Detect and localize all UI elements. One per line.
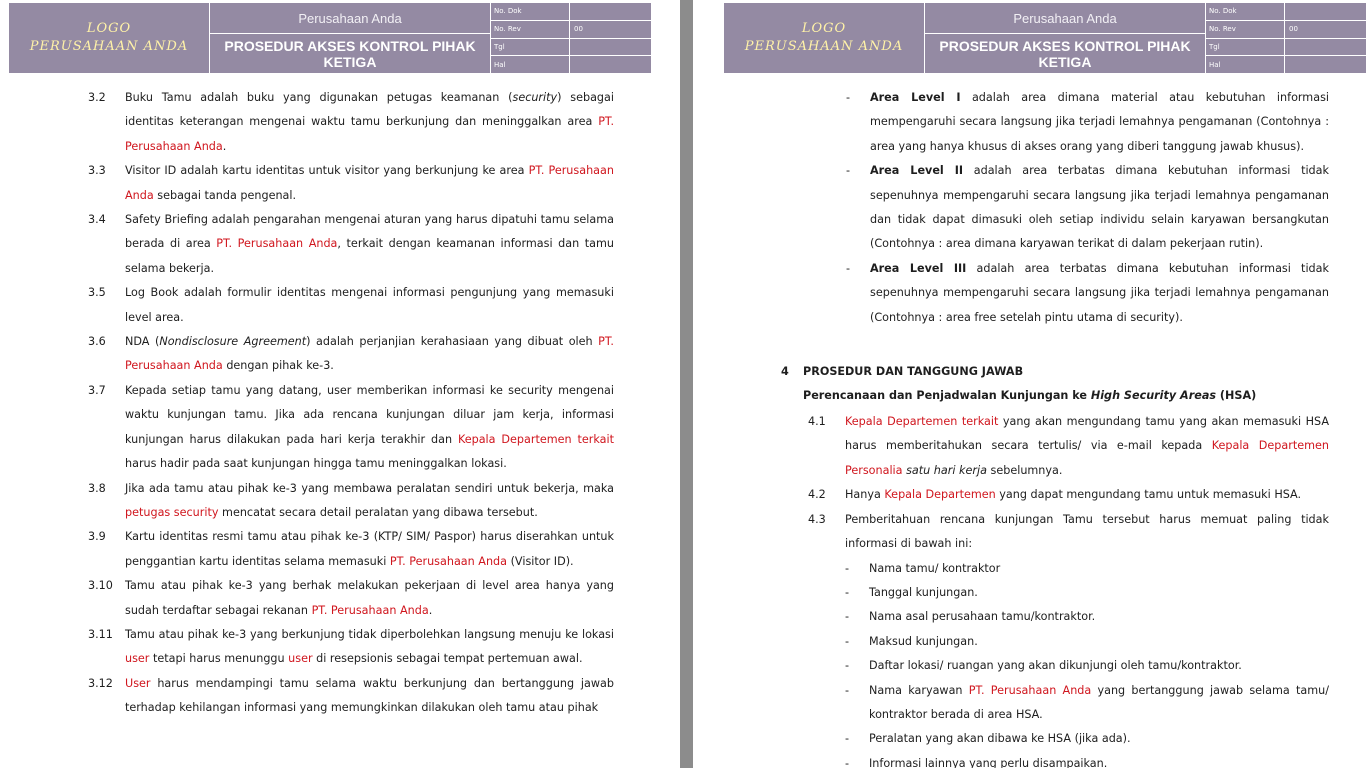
highlighted-text: Kepala Departemen terkait [457,432,614,446]
bullet-text [869,630,1329,654]
highlighted-text: Kepala Departemen [884,488,996,502]
meta-label: Tgl [491,39,570,56]
header-meta-table [490,3,651,73]
text-segment: adalah area terbatas dimana kebutuhan informasi tidak sepenuhnya mempengaruhi secara langsung jika terjadi lemahnya pengamanan (Contohnya : area free setelah pintu utama di security). [870,261,1329,324]
item-number: 3.2 [88,91,106,104]
meta-label: Tgl [1206,39,1285,56]
text-segment: adalah area dimana material atau kebutuhan informasi mempengaruhi secara langsung jika terjadi lemahnya pengamanan (Contohnya : area yang hanya khusus di akses orang yang diberi tanggung jawab khusus). [870,91,1330,153]
numbered-item [88,525,614,574]
bullet-text [870,86,1329,159]
bullet-dash: - [845,561,850,575]
text-segment: Area Level III [870,261,967,275]
document-title: PROSEDUR AKSES KONTROL PIHAK KETIGA [210,34,490,73]
numbered-item [88,623,614,672]
left-page-body [88,86,614,721]
text-segment: ) adalah perjanjian kerahasiaan yang dibuat oleh [306,335,599,349]
section-title: PROSEDUR DAN TANGGUNG JAWAB [803,365,1024,379]
highlighted-text: Kepala Departemen Personalia [845,439,1329,477]
meta-value [570,39,651,56]
item-text [125,525,614,574]
bullet-dash: - [846,91,851,104]
item-text [125,330,614,379]
highlighted-text: petugas security [125,505,219,519]
required-info-list [845,557,1329,768]
item-text [125,208,614,281]
item-text [125,672,614,721]
bullet-text [869,557,1329,581]
text-segment: Tanggal kunjungan. [869,585,978,599]
text-segment: harus mendampingi tamu selama waktu berkunjung dan bertanggung jawab terhadap kehilangan informasi yang memungkinkan dilakukan oleh tamu atau pihak [125,676,614,715]
logo-text-line2: PERUSAHAAN ANDA [744,39,904,54]
meta-value [1285,3,1366,20]
text-segment: Perencanaan dan Penjadwalan Kunjungan ke [803,389,1091,403]
text-segment: yang bertanggung jawab selama tamu/ kontraktor berada di area HSA. [869,683,1329,721]
numbered-item [88,281,614,330]
highlighted-text: user [288,652,313,666]
text-segment: sebelumnya. [986,463,1063,477]
company-logo [724,3,924,73]
bullet-text [869,752,1329,768]
numbered-item [808,483,1329,507]
document-header-left [8,2,652,74]
item-number: 4.2 [808,488,826,502]
bullet-item [845,654,1329,678]
numbered-item [88,672,614,721]
bullet-text [870,159,1329,257]
meta-label: Hal [491,56,570,73]
logo-text-line1: LOGO [801,21,847,36]
bullet-dash: - [845,634,850,648]
text-segment: NDA ( [125,335,160,349]
item-text [845,483,1329,507]
item-text [125,477,614,526]
item-number: 3.8 [88,481,106,495]
text-segment: Kepada setiap tamu yang datang, user memberikan informasi ke security mengenai waktu kunjungan tamu. Jika ada rencana kunjungan diluar jam kerja, informasi kunjungan harus dilakukan pada hari kerja terakhir dan [125,383,614,446]
header-title-block [209,3,490,73]
highlighted-text: PT. Perusahaan Anda [968,683,1092,697]
text-segment: Log Book adalah formulir identitas mengenai informasi pengunjung yang memasuki level area. [125,286,614,324]
highlighted-text: User [125,676,151,690]
bullet-text [869,654,1329,678]
text-segment: (Visitor ID). [507,554,574,568]
item-text [125,574,614,623]
item-text [845,410,1329,483]
item-text [125,281,614,330]
bullet-item [845,727,1329,751]
numbered-item [88,208,614,281]
text-segment: ) sebagai identitas keterangan mengenai waktu tamu berkunjung dan meninggalkan area [125,91,614,129]
text-segment: mencatat secara detail peralatan yang dibawa tersebut. [218,505,538,519]
bullet-item [845,630,1329,654]
numbered-item [88,574,614,623]
item-number: 3.9 [88,530,106,544]
logo-text-line1: LOGO [86,21,132,36]
numbered-item [88,86,614,159]
item-text [125,159,614,208]
bullet-item [845,752,1329,768]
section-number: 4 [781,365,789,379]
subsection-heading [803,384,1329,408]
text-segment: , terkait dengan keamanan informasi dan tamu selama bekerja. [125,237,614,275]
bullet-item [845,605,1329,629]
text-segment: Tamu atau pihak ke-3 yang berhak melakukan pekerjaan di level area hanya yang sudah terdaftar sebagai rekanan [125,579,614,617]
numbered-list [808,410,1329,556]
company-logo [9,3,209,73]
bullet-dash: - [845,659,850,673]
header-meta-table [1205,3,1366,73]
company-name: Perusahaan Anda [210,3,490,34]
highlighted-text: user [125,652,150,666]
text-segment: security [512,91,558,104]
text-segment: Safety Briefing adalah pengarahan mengenai aturan yang harus dipatuhi tamu selama berada di area [125,213,614,251]
bullet-text [869,605,1329,629]
text-segment: Maksud kunjungan. [869,634,978,648]
text-segment: (HSA) [1216,389,1257,403]
text-segment: adalah area terbatas dimana kebutuhan informasi tidak sepenuhnya mempengaruhi secara langsung jika terjadi lemahnya pengamanan dan tidak dapat dimasuki oleh setiap individu selain karyawan bersangkutan (Contohnya : area dimana karyawan terikat di dalam pekerjaan rutin). [870,164,1329,251]
numbered-item [808,508,1329,557]
bullet-item [845,679,1329,728]
text-segment: . [428,603,433,617]
bullet-dash: - [845,732,850,746]
highlighted-text: PT. Perusahaan Anda [216,237,338,251]
meta-value: 00 [1285,21,1366,38]
area-levels-list [846,86,1329,330]
bullet-item [846,86,1329,159]
text-segment: satu hari kerja [906,463,987,477]
text-segment: Jika ada tamu atau pihak ke-3 yang membawa peralatan sendiri untuk bekerja, maka [125,481,614,495]
meta-value [570,3,651,20]
item-text [845,508,1329,557]
numbered-item [808,410,1329,483]
bullet-text [870,257,1329,330]
document-page-right [693,0,1366,768]
bullet-item [845,581,1329,605]
item-number: 3.3 [88,164,106,178]
highlighted-text: PT. Perusahaan Anda [311,603,429,617]
meta-row-rev [1206,21,1366,39]
item-number: 3.10 [88,579,113,593]
bullet-dash: - [845,610,850,624]
text-segment: Informasi lainnya yang perlu disampaikan. [869,756,1108,768]
bullet-item [846,159,1329,257]
item-text [125,379,614,477]
highlighted-text: PT. Perusahaan Anda [389,554,508,568]
text-segment: Nama karyawan [869,683,969,697]
meta-value [1285,56,1366,73]
bullet-item [845,557,1329,581]
page-separator [680,0,693,768]
text-segment: yang akan mengundang tamu yang akan memasuki HSA harus memberitahukan secara tertulis/ via e-mail kepada [845,415,1329,453]
meta-row-rev [491,21,651,39]
highlighted-text: PT. Perusahaan Anda [125,335,614,373]
text-segment: Visitor ID adalah kartu identitas untuk visitor yang berkunjung ke area [125,164,529,178]
text-segment: Nama asal perusahaan tamu/kontraktor. [869,610,1096,624]
meta-row-doc [491,3,651,21]
numbered-item [88,379,614,477]
highlighted-text: Kepala Departemen terkait [845,415,999,429]
text-segment: Area Level II [870,164,964,178]
text-segment: Daftar lokasi/ ruangan yang akan dikunjungi oleh tamu/kontraktor. [869,659,1242,673]
item-text [125,86,614,159]
text-segment: Area Level I [870,91,961,104]
meta-value [1285,39,1366,56]
text-segment: High Security Areas [1090,389,1217,403]
bullet-text [869,727,1329,751]
document-title: PROSEDUR AKSES KONTROL PIHAK KETIGA [925,34,1205,73]
meta-label: No. Dok [491,3,570,20]
meta-label: No. Rev [491,21,570,38]
meta-row-doc [1206,3,1366,21]
item-number: 4.1 [808,415,826,429]
meta-value: 00 [570,21,651,38]
text-segment: yang dapat mengundang tamu untuk memasuki HSA. [995,488,1302,502]
meta-label: No. Dok [1206,3,1285,20]
meta-label: Hal [1206,56,1285,73]
section-heading [781,360,1329,384]
document-header-right [723,2,1366,74]
bullet-dash: - [846,164,851,178]
item-number: 4.3 [808,512,826,526]
item-number: 3.11 [88,627,113,641]
highlighted-text: PT. Perusahaan Anda [125,115,614,153]
meta-value [570,56,651,73]
item-number: 3.7 [88,383,106,397]
text-segment: Peralatan yang akan dibawa ke HSA (jika ada). [869,732,1131,746]
item-text [125,623,614,672]
bullet-dash: - [845,585,850,599]
text-segment: Hanya [845,488,885,502]
right-page-body [781,86,1329,768]
text-segment: dengan pihak ke-3. [222,359,334,373]
logo-text-line2: PERUSAHAAN ANDA [29,39,189,54]
highlighted-text: PT. Perusahaan Anda [125,164,614,202]
numbered-item [88,159,614,208]
document-page-left [0,0,680,768]
item-number: 3.6 [88,335,106,349]
text-segment: . [222,139,227,153]
bullet-dash: - [845,683,850,697]
bullet-item [846,257,1329,330]
item-number: 3.5 [88,286,106,300]
meta-row-page [491,56,651,73]
text-segment: Pemberitahuan rencana kunjungan Tamu tersebut harus memuat paling tidak informasi di bawah ini: [845,512,1329,551]
text-segment: Nondisclosure Agreement [159,335,307,349]
item-number: 3.12 [88,676,113,690]
bullet-dash: - [846,261,851,275]
meta-row-page [1206,56,1366,73]
numbered-item [88,330,614,379]
company-name: Perusahaan Anda [925,3,1205,34]
bullet-text [869,581,1329,605]
item-number: 3.4 [88,213,106,227]
text-segment: di resepsionis sebagai tempat pertemuan awal. [312,652,583,666]
text-segment: Kartu identitas resmi tamu atau pihak ke-3 (KTP/ SIM/ Paspor) harus diserahkan untuk penggantian kartu identitas selama memasuki [125,530,614,568]
meta-row-date [1206,39,1366,57]
header-title-block [924,3,1205,73]
text-segment: Buku Tamu adalah buku yang digunakan petugas keamanan ( [125,91,513,104]
text-segment: tetapi harus menunggu [149,652,289,666]
meta-row-date [491,39,651,57]
text-segment: Tamu atau pihak ke-3 yang berkunjung tidak diperbolehkan langsung menuju ke lokasi [125,627,614,641]
meta-label: No. Rev [1206,21,1285,38]
bullet-dash: - [845,756,850,768]
numbered-item [88,477,614,526]
bullet-text [869,679,1329,728]
text-segment: Nama tamu/ kontraktor [869,561,1001,575]
text-segment: harus hadir pada saat kunjungan hingga tamu meninggalkan lokasi. [125,457,507,471]
text-segment: sebagai tanda pengenal. [153,188,297,202]
